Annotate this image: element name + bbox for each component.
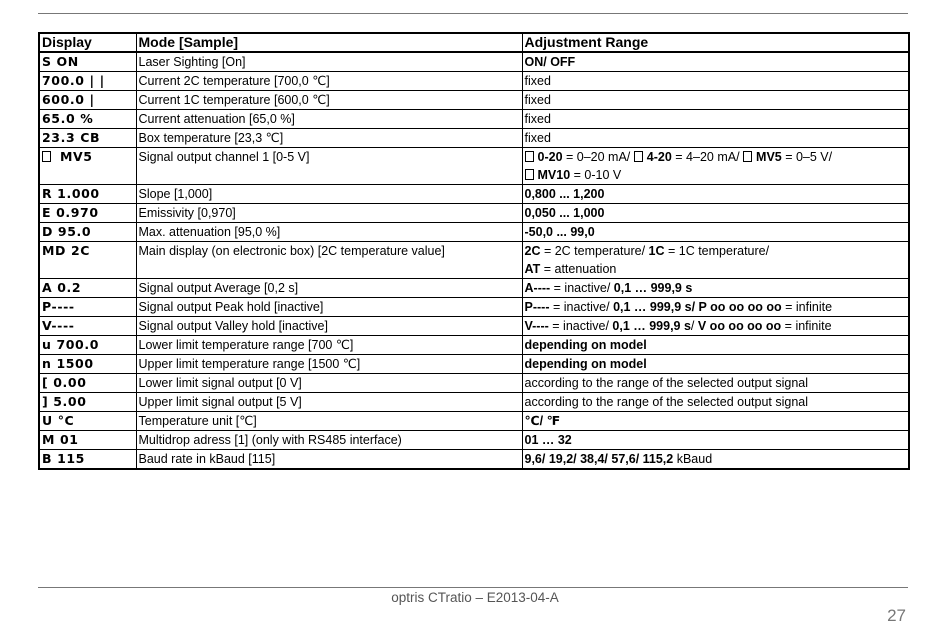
range-option: P---- [524, 300, 550, 314]
range-option: MV10 [537, 168, 571, 182]
table-row [39, 431, 909, 450]
mode-description: Upper limit temperature range [1500 ℃] [136, 355, 522, 374]
mode-description: Max. attenuation [95,0 %] [136, 223, 522, 242]
range-option-text: / [690, 319, 698, 333]
mode-description: Signal output Average [0,2 s] [136, 279, 522, 298]
display-code [39, 450, 136, 470]
table-row [39, 242, 909, 279]
mode-description: Current 2C temperature [700,0 ℃] [136, 72, 522, 91]
adjustment-range: fixed [522, 129, 909, 148]
table-row [39, 129, 909, 148]
table-row [39, 204, 909, 223]
display-code [39, 242, 136, 279]
range-option-text: = attenuation [540, 262, 617, 276]
adjustment-range: fixed [522, 72, 909, 91]
range-option: AT [524, 262, 541, 276]
adjustment-range [522, 204, 909, 223]
display-code-text: [ 0.00 [42, 375, 87, 390]
display-code-text: M 01 [42, 432, 79, 447]
bottom-rule [38, 587, 908, 588]
mode-description: Baud rate in kBaud [115] [136, 450, 522, 470]
adjustment-range [522, 412, 909, 431]
range-value: ON/ OFF [524, 55, 576, 69]
display-code-text: R 1.000 [42, 186, 100, 201]
table-row [39, 148, 909, 185]
display-code [39, 204, 136, 223]
range-value: depending on model [524, 338, 647, 352]
square-symbol-icon [42, 151, 51, 162]
display-code-text: E 0.970 [42, 205, 99, 220]
display-code [39, 110, 136, 129]
range-line [525, 298, 907, 316]
page-number: 27 [887, 606, 906, 625]
range-value: 0,050 ... 1,000 [524, 206, 605, 220]
mode-description: Temperature unit [℃] [136, 412, 522, 431]
adjustment-range: according to the range of the selected output signal [522, 393, 909, 412]
display-code [39, 336, 136, 355]
adjustment-range [522, 298, 909, 317]
range-line [525, 166, 907, 184]
adjustment-range: fixed [522, 110, 909, 129]
adjustment-range [522, 223, 909, 242]
mode-description: Slope [1,000] [136, 185, 522, 204]
adjustment-range: according to the range of the selected output signal [522, 374, 909, 393]
display-code [39, 52, 136, 72]
adjustment-range [522, 52, 909, 72]
display-code [39, 393, 136, 412]
range-line [525, 242, 907, 260]
range-value: depending on model [524, 357, 647, 371]
display-code-text: D 95.0 [42, 224, 92, 239]
mode-description: Signal output channel 1 [0-5 V] [136, 148, 522, 185]
display-code-text: u 700.0 [42, 337, 99, 352]
adjustment-range [522, 148, 909, 185]
range-line [525, 279, 907, 297]
range-option: 0,1 … 999,9 s [613, 281, 693, 295]
range-value: -50,0 ... 99,0 [524, 225, 595, 239]
table-row [39, 450, 909, 470]
range-option: 1C [648, 244, 665, 258]
mode-description: Multidrop adress [1] (only with RS485 interface) [136, 431, 522, 450]
display-code-text: S ON [42, 54, 79, 69]
adjustment-range [522, 431, 909, 450]
mode-description: Current 1C temperature [600,0 ℃] [136, 91, 522, 110]
range-option-text: = inactive/ [550, 281, 614, 295]
display-code [39, 185, 136, 204]
range-option-text: kBaud [673, 452, 713, 466]
table-row [39, 355, 909, 374]
footer-document-id: optris CTratio – E2013-04-A [391, 590, 559, 605]
table-header-row [39, 33, 909, 52]
settings-table [38, 32, 910, 470]
display-code [39, 279, 136, 298]
table-row [39, 185, 909, 204]
range-line [525, 450, 907, 468]
display-code [39, 148, 136, 185]
range-option-text: = 4–20 mA/ [671, 150, 744, 164]
display-code [39, 223, 136, 242]
display-code-text: U °C [42, 413, 75, 428]
range-option: V oo oo oo oo [697, 319, 782, 333]
mode-description: Emissivity [0,970] [136, 204, 522, 223]
range-option-text: = 0–5 V/ [781, 150, 833, 164]
display-code-text: MV5 [59, 149, 93, 164]
display-code-text: B 115 [42, 451, 85, 466]
mode-description: Lower limit signal output [0 V] [136, 374, 522, 393]
display-code-text: 700.0 | | [42, 73, 105, 88]
range-option-text: = 0–20 mA/ [562, 150, 634, 164]
range-option: 0-20 [537, 150, 563, 164]
range-option-text: = 2C temperature/ [540, 244, 649, 258]
range-option: A---- [524, 281, 551, 295]
square-symbol-icon [743, 151, 752, 162]
table-row [39, 279, 909, 298]
range-line [525, 148, 907, 166]
range-option: 2C [524, 244, 541, 258]
display-code-text: 65.0 % [42, 111, 94, 126]
display-code [39, 355, 136, 374]
adjustment-range: fixed [522, 91, 909, 110]
adjustment-range [522, 242, 909, 279]
range-option: 4-20 [646, 150, 672, 164]
mode-description: Main display (on electronic box) [2C temperature value] [136, 242, 522, 279]
adjustment-range [522, 336, 909, 355]
mode-description: Signal output Peak hold [inactive] [136, 298, 522, 317]
range-option-text: = infinite [781, 300, 833, 314]
display-code [39, 412, 136, 431]
mode-description: Lower limit temperature range [700 ℃] [136, 336, 522, 355]
top-rule [38, 13, 908, 14]
adjustment-range [522, 317, 909, 336]
mode-description: Upper limit signal output [5 V] [136, 393, 522, 412]
display-code-text: P---- [42, 299, 75, 314]
table-row [39, 317, 909, 336]
range-value: ℃/ ℉ [524, 414, 561, 428]
mode-description: Box temperature [23,3 ℃] [136, 129, 522, 148]
display-code-text: 600.0 | [42, 92, 95, 107]
header-display: Display [39, 33, 136, 52]
range-value: 01 … 32 [524, 433, 572, 447]
table-row [39, 298, 909, 317]
display-code-text: V---- [42, 318, 75, 333]
range-option: MV5 [756, 150, 782, 164]
table-row [39, 336, 909, 355]
display-code [39, 72, 136, 91]
display-code-text: ] 5.00 [42, 394, 87, 409]
adjustment-range [522, 450, 909, 470]
header-range: Adjustment Range [522, 33, 909, 52]
adjustment-range [522, 185, 909, 204]
range-option: 0,1 … 999,9 s/ P oo oo oo oo [613, 300, 782, 314]
table-row [39, 393, 909, 412]
range-option: 0,1 … 999,9 s [612, 319, 691, 333]
table-row [39, 52, 909, 72]
display-code-text: n 1500 [42, 356, 94, 371]
mode-description: Laser Sighting [On] [136, 52, 522, 72]
range-option: V---- [524, 319, 549, 333]
display-code [39, 129, 136, 148]
display-code-text: MD 2C [42, 243, 91, 258]
range-option-text: = inactive/ [549, 300, 614, 314]
header-mode: Mode [Sample] [136, 33, 522, 52]
table-row [39, 72, 909, 91]
range-option: 9,6/ 19,2/ 38,4/ 57,6/ 115,2 [524, 452, 674, 466]
display-code [39, 91, 136, 110]
table-row [39, 91, 909, 110]
square-symbol-icon [525, 169, 534, 180]
range-option-text: = infinite [781, 319, 832, 333]
range-option-text: = 0-10 V [570, 168, 622, 182]
table-row [39, 223, 909, 242]
adjustment-range [522, 355, 909, 374]
range-line [525, 260, 907, 278]
range-option-text: = inactive/ [548, 319, 613, 333]
display-code [39, 317, 136, 336]
mode-description: Signal output Valley hold [inactive] [136, 317, 522, 336]
table-row [39, 412, 909, 431]
display-code [39, 298, 136, 317]
range-line [525, 317, 907, 335]
table-row [39, 110, 909, 129]
square-symbol-icon [525, 151, 534, 162]
table-row [39, 374, 909, 393]
range-value: 0,800 ... 1,200 [524, 187, 605, 201]
range-option-text: = 1C temperature/ [664, 244, 770, 258]
display-code-text: A 0.2 [42, 280, 82, 295]
adjustment-range [522, 279, 909, 298]
display-code [39, 431, 136, 450]
display-code-text: 23.3 CB [42, 130, 101, 145]
display-code [39, 374, 136, 393]
square-symbol-icon [634, 151, 643, 162]
mode-description: Current attenuation [65,0 %] [136, 110, 522, 129]
